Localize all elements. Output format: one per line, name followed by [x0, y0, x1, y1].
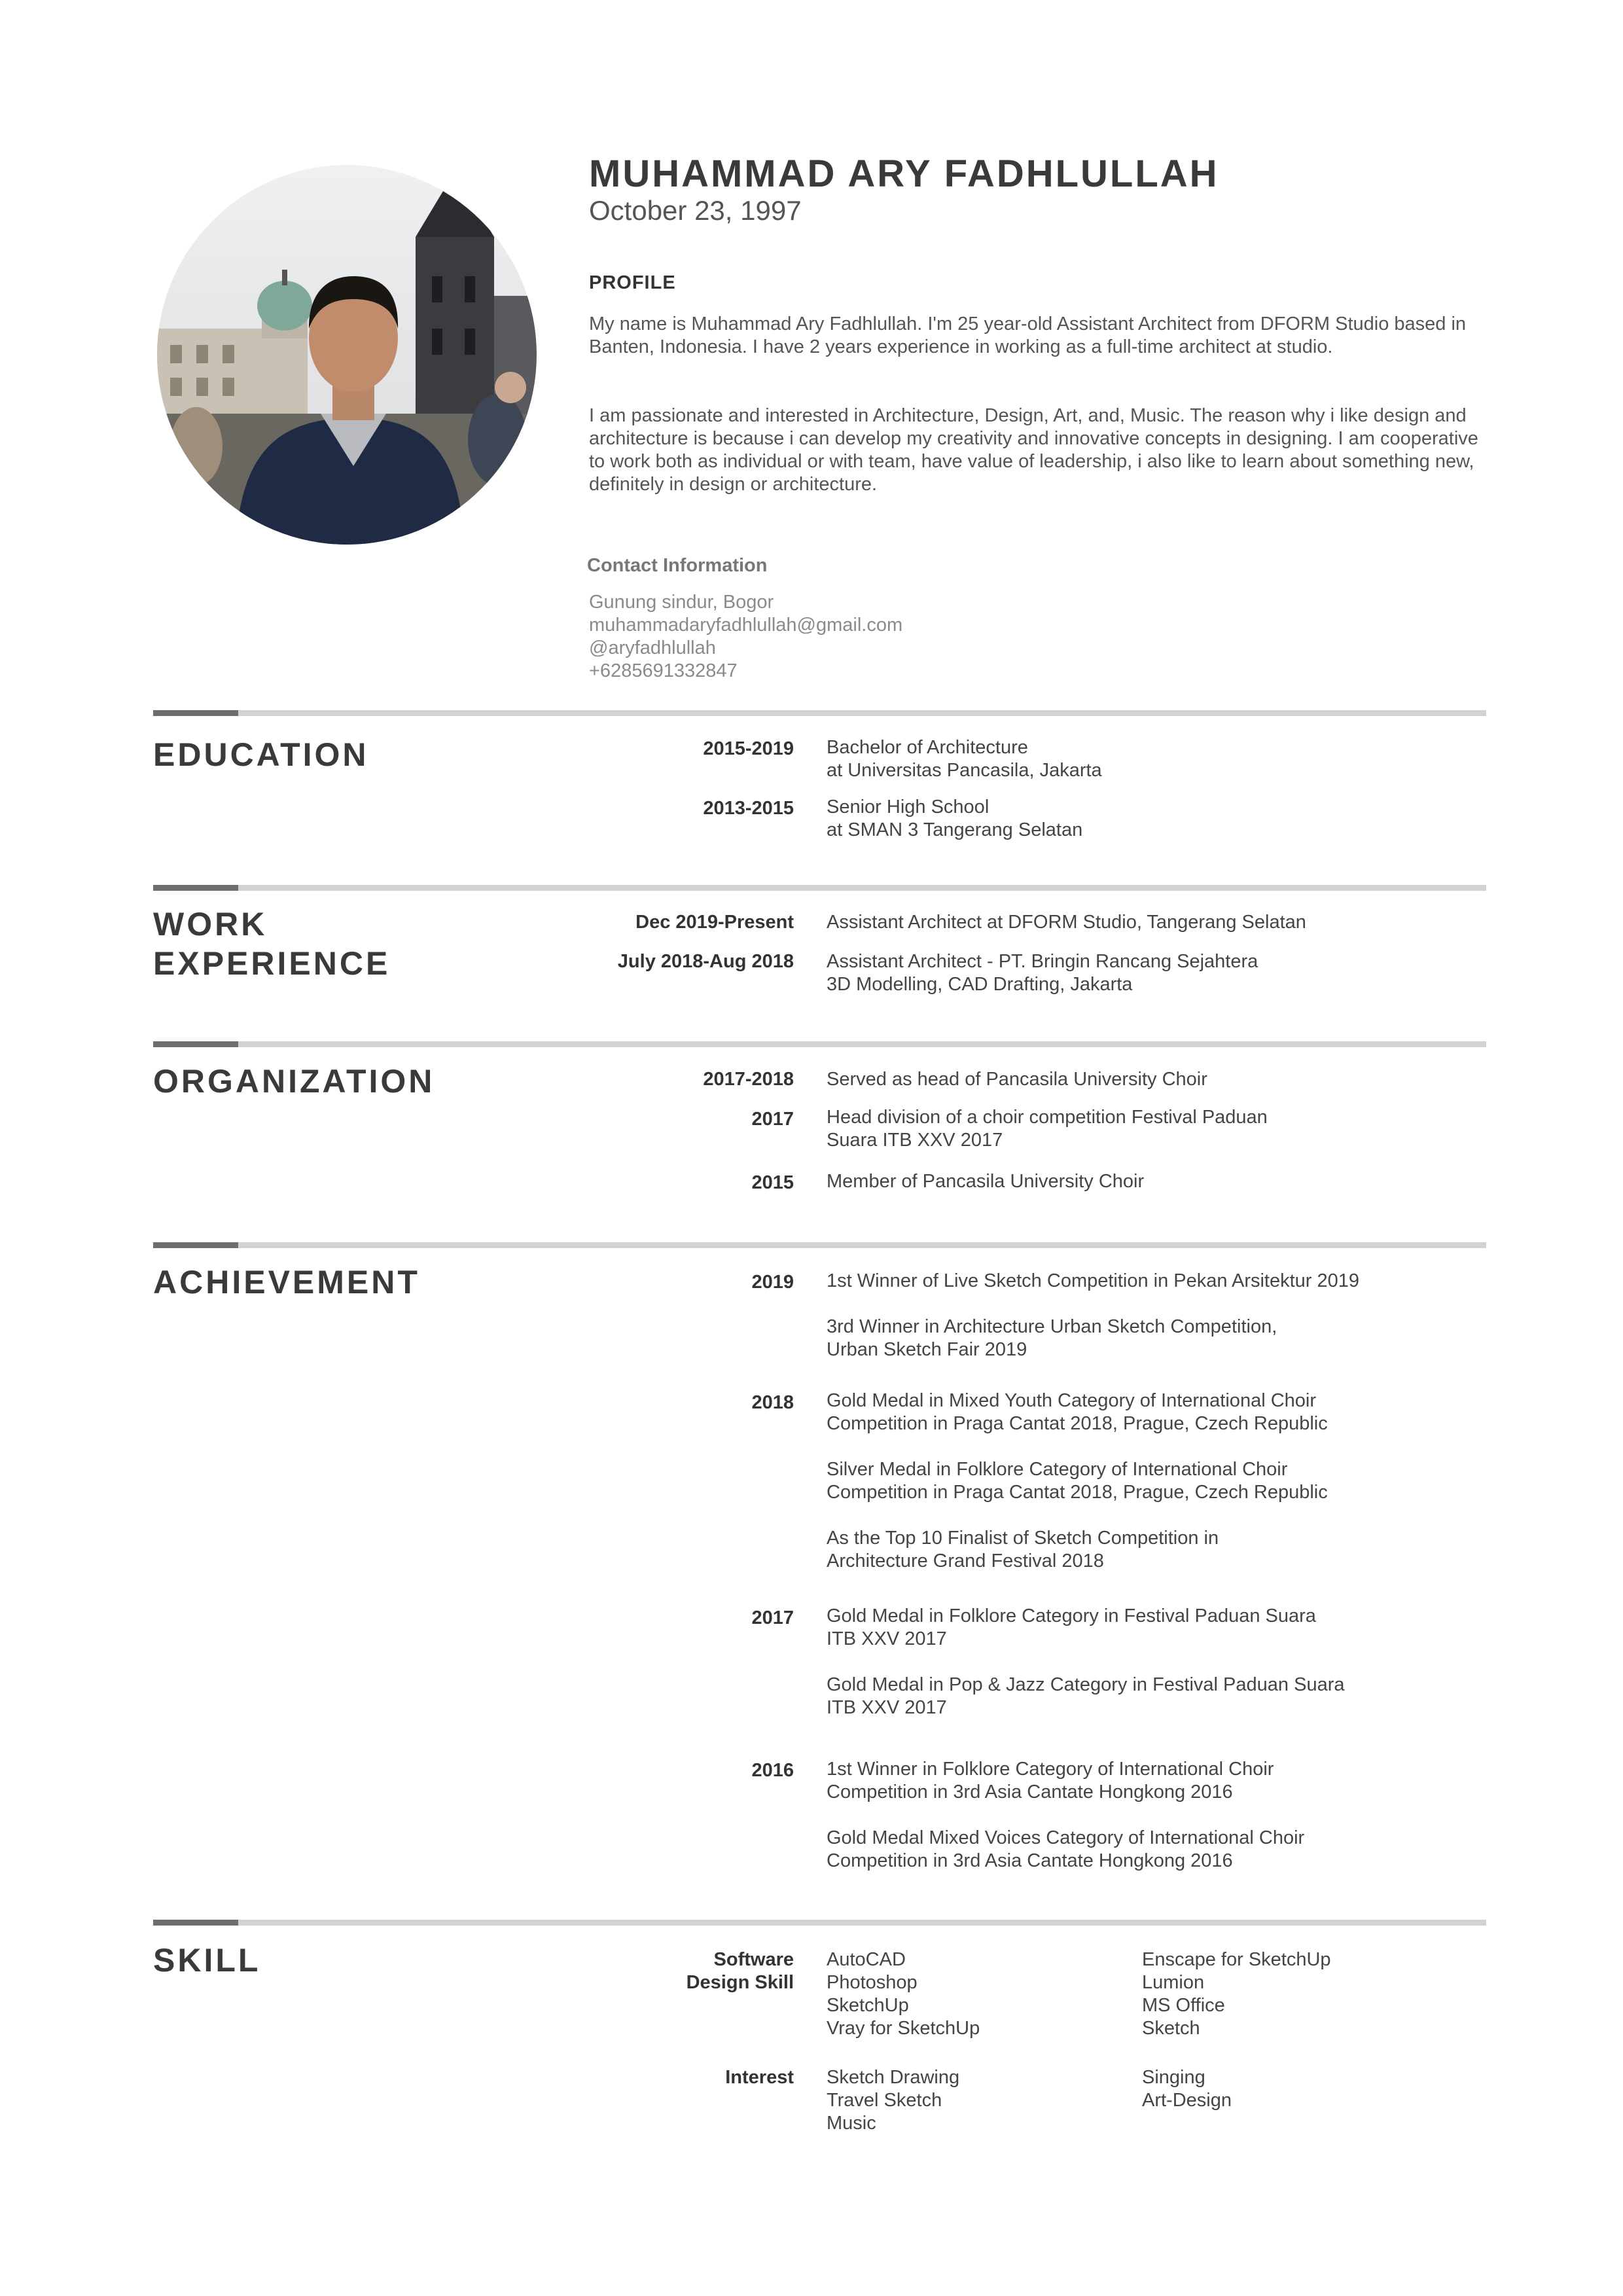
education-item-2-line-2: at SMAN 3 Tangerang Selatan — [827, 819, 1083, 840]
contact-phone[interactable]: +6285691332847 — [589, 660, 738, 681]
organization-year-1: 2017-2018 — [703, 1069, 794, 1090]
skill-item: Vray for SketchUp — [827, 2018, 980, 2039]
organization-item-2 — [827, 1106, 1488, 1152]
achievement-item-5 — [827, 1527, 1488, 1573]
interest-item: Travel Sketch — [827, 2090, 942, 2111]
interest-item: Art-Design — [1142, 2090, 1232, 2111]
achievement-item-3-line-2: Competition in Praga Cantat 2018, Prague, Czech Republic — [827, 1413, 1328, 1434]
skill-software-col-2 — [1142, 1948, 1331, 2040]
achievement-item-8-line-1: 1st Winner in Folklore Category of International Choir — [827, 1759, 1274, 1780]
skill-item: Lumion — [1142, 1972, 1205, 1993]
skill-item: Enscape for SketchUp — [1142, 1949, 1331, 1970]
achievement-item-9-line-1: Gold Medal Mixed Voices Category of International Choir — [827, 1827, 1305, 1848]
contact-heading: Contact Information — [587, 555, 768, 576]
organization-title: ORGANIZATION — [153, 1063, 435, 1100]
achievement-item-6-line-1: Gold Medal in Folklore Category in Festival Paduan Suara — [827, 1605, 1316, 1626]
achievement-year-2019: 2019 — [751, 1272, 794, 1293]
organization-item-3-line-1: Member of Pancasila University Choir — [827, 1171, 1145, 1192]
achievement-title: ACHIEVEMENT — [153, 1264, 420, 1300]
work-item-1 — [827, 911, 1488, 934]
achievement-item-6-line-2: ITB XXV 2017 — [827, 1628, 947, 1649]
skill-item: Photoshop — [827, 1972, 918, 1993]
achievement-item-2-line-1: 3rd Winner in Architecture Urban Sketch Competition, — [827, 1316, 1277, 1337]
date-of-birth: October 23, 1997 — [589, 195, 802, 226]
achievement-item-1-line-1: 1st Winner of Live Sketch Competition in Pekan Arsitektur 2019 — [827, 1270, 1360, 1291]
profile-paragraph-1: My name is Muhammad Ary Fadhlullah. I'm 25 year-old Assistant Architect from DFORM Studio based in Banten, Indonesia. I have 2 years experience in working as a full-time architect at studio. — [589, 314, 1467, 357]
achievement-item-3-line-1: Gold Medal in Mixed Youth Category of International Choir — [827, 1390, 1316, 1411]
skill-interest-label: Interest — [725, 2067, 794, 2088]
interest-item: Music — [827, 2113, 876, 2134]
achievement-item-5-line-2: Architecture Grand Festival 2018 — [827, 1551, 1104, 1571]
work-year-1: Dec 2019-Present — [635, 912, 794, 933]
skill-software-label: Software Design Skill — [686, 1949, 794, 1993]
work-divider — [153, 885, 1486, 891]
contact-email[interactable]: muhammadaryfadhlullah@gmail.com — [589, 615, 903, 636]
education-year-2: 2013-2015 — [703, 798, 794, 819]
contact-social[interactable]: @aryfadhlullah — [589, 637, 716, 658]
organization-item-3 — [827, 1170, 1488, 1193]
skill-item: Sketch — [1142, 2018, 1200, 2039]
achievement-item-8 — [827, 1758, 1488, 1804]
organization-item-1-line-1: Served as head of Pancasila University Choir — [827, 1069, 1207, 1090]
achievement-item-4 — [827, 1458, 1488, 1504]
contact-list — [589, 591, 902, 683]
achievement-item-9-line-2: Competition in 3rd Asia Cantate Hongkong 2016 — [827, 1850, 1233, 1871]
profile-paragraph-2: I am passionate and interested in Architecture, Design, Art, and, Music. The reason why i like design and architecture is because i can develop my creativity and innovative concepts in designing. I am cooperative to work both as individual or with team, have value of leadership, i also like to learn about something new, definitely in design or architecture. — [589, 405, 1478, 495]
education-item-1-line-1: Bachelor of Architecture — [827, 737, 1028, 758]
skill-item: MS Office — [1142, 1995, 1225, 2016]
achievement-item-9 — [827, 1827, 1488, 1873]
achievement-item-3 — [827, 1390, 1488, 1435]
work-year-2: July 2018-Aug 2018 — [617, 951, 794, 972]
achievement-year-2017: 2017 — [751, 1607, 794, 1628]
portrait-image — [157, 165, 537, 545]
achievement-year-2016: 2016 — [751, 1760, 794, 1781]
contact-address: Gunung sindur, Bogor — [589, 592, 774, 613]
profile-photo — [157, 165, 537, 545]
organization-year-3: 2015 — [751, 1172, 794, 1193]
achievement-item-2-line-2: Urban Sketch Fair 2019 — [827, 1339, 1027, 1360]
achievement-item-2 — [827, 1316, 1488, 1361]
achievement-item-7 — [827, 1674, 1488, 1719]
education-title: EDUCATION — [153, 736, 369, 773]
organization-item-2-line-2: Suara ITB XXV 2017 — [827, 1130, 1003, 1151]
skill-interest-col-2 — [1142, 2066, 1232, 2112]
interest-item: Singing — [1142, 2067, 1205, 2088]
education-item-2 — [827, 796, 1488, 842]
skill-item: SketchUp — [827, 1995, 909, 2016]
organization-item-1 — [827, 1068, 1488, 1091]
skill-item: AutoCAD — [827, 1949, 906, 1970]
achievement-item-7-line-2: ITB XXV 2017 — [827, 1697, 947, 1718]
achievement-year-2018: 2018 — [751, 1392, 794, 1413]
organization-divider — [153, 1041, 1486, 1047]
education-year-1: 2015-2019 — [703, 738, 794, 759]
skill-divider — [153, 1920, 1486, 1926]
education-item-1-line-2: at Universitas Pancasila, Jakarta — [827, 760, 1102, 781]
achievement-item-7-line-1: Gold Medal in Pop & Jazz Category in Festival Paduan Suara — [827, 1674, 1345, 1695]
profile-heading: PROFILE — [589, 272, 676, 293]
achievement-item-8-line-2: Competition in 3rd Asia Cantate Hongkong 2016 — [827, 1782, 1233, 1803]
education-item-2-line-1: Senior High School — [827, 797, 990, 817]
achievement-item-6 — [827, 1605, 1488, 1651]
work-item-2 — [827, 950, 1488, 996]
work-item-1-line-1: Assistant Architect at DFORM Studio, Tangerang Selatan — [827, 912, 1306, 933]
work-title: WORK EXPERIENCE — [153, 906, 391, 982]
interest-item: Sketch Drawing — [827, 2067, 960, 2088]
candidate-name: MUHAMMAD ARY FADHLULLAH — [589, 152, 1219, 195]
achievement-item-1 — [827, 1270, 1488, 1293]
work-item-2-line-1: Assistant Architect - PT. Bringin Rancang Sejahtera — [827, 951, 1258, 972]
achievement-divider — [153, 1242, 1486, 1248]
achievement-item-4-line-1: Silver Medal in Folklore Category of International Choir — [827, 1459, 1288, 1480]
education-divider — [153, 710, 1486, 716]
work-item-2-line-2: 3D Modelling, CAD Drafting, Jakarta — [827, 974, 1133, 995]
organization-year-2: 2017 — [751, 1109, 794, 1130]
achievement-item-5-line-1: As the Top 10 Finalist of Sketch Competition in — [827, 1528, 1219, 1549]
education-item-1 — [827, 736, 1488, 782]
organization-item-2-line-1: Head division of a choir competition Festival Paduan — [827, 1107, 1268, 1128]
skill-title: SKILL — [153, 1942, 261, 1979]
achievement-item-4-line-2: Competition in Praga Cantat 2018, Prague, Czech Republic — [827, 1482, 1328, 1503]
